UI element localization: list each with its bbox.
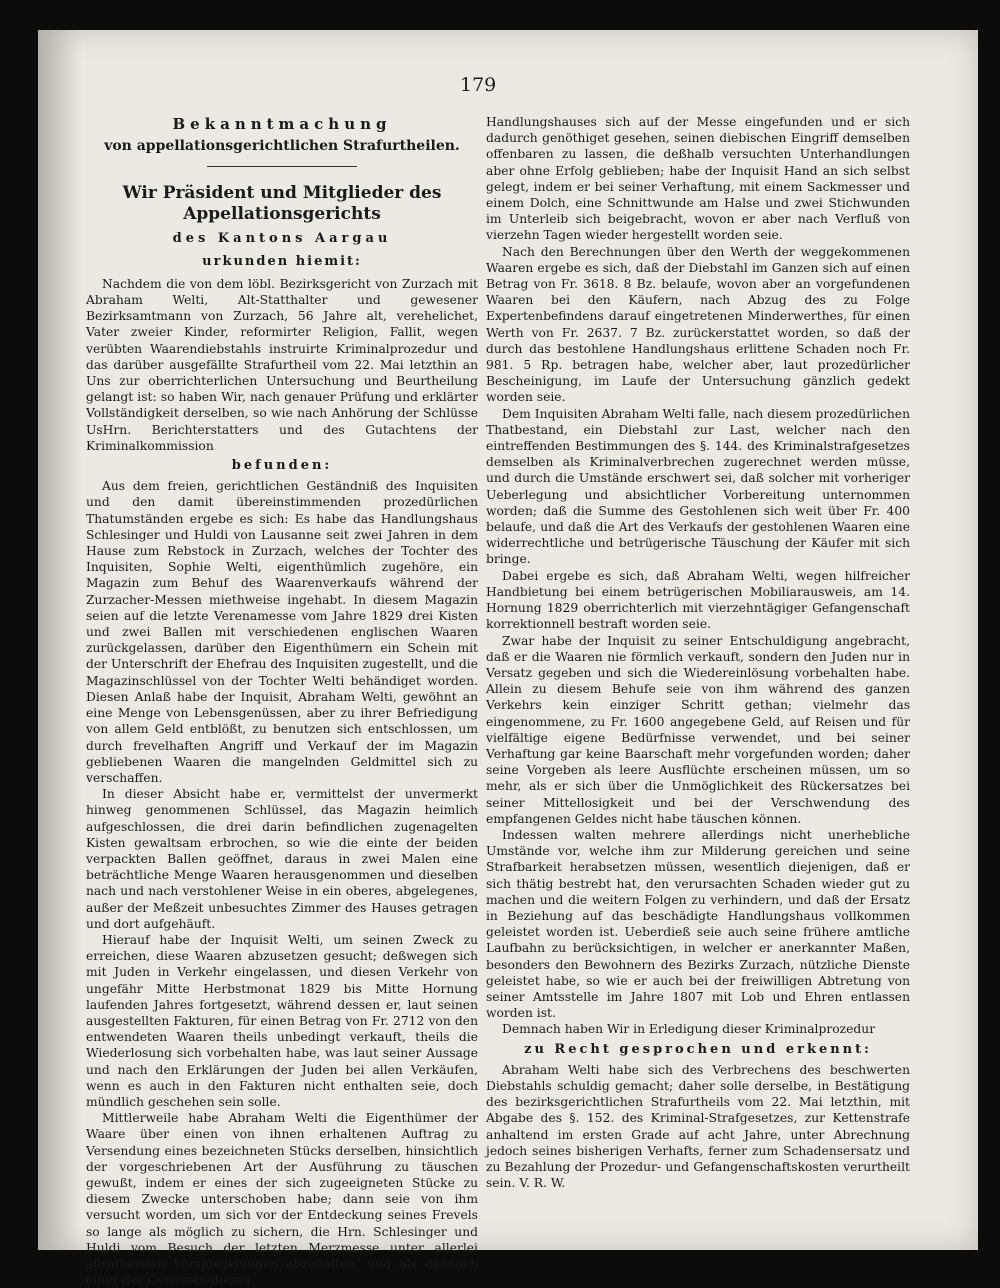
announcement-title: Bekanntmachung — [172, 115, 392, 133]
paragraph-deception: Mittlerweile habe Abraham Welti die Eigenthümer der Waare über einen von ihnen erhaltenen Auftrag zu Versendung eines bezeichneten Stücks derselben, hinsichtlich der vorgeschriebenen Art der Ausführung zu täuschen gewußt, indem er eines der sich zugeeigneten Stücke zu diesem Zwecke unterschoben habe; dann seie von ihm versucht worden, um sich vor der Entdeckung seines Frevels so lange als möglich zu sichern, die Hrn. Schlesinger und Huldi vom Besuch der letzten Merzmesse unter allerlei abrathenden Vorspiegelungen abzuhalten, und als dennoch einer der Genossen dieses — [86, 1111, 478, 1288]
paragraph-mitigation: Indessen walten mehrere allerdings nicht unerhebliche Umstände vor, welche ihm zur Milderung gereichen und seine Strafbarkeit herabsetzen müssen, wesentlich diejenigen, daß er sich thätig bestrebt hat, den verursachten Schaden wieder gut zu machen und die weitern Folgen zu verhindern, und daß der Ersatz in Beziehung auf das beschädigte Handlungshaus vollkommen geleistet worden ist. Ueberdieß seie auch seine frühere amtliche Laufbahn zu berücksichtigen, in welcher er anerkannter Maßen, besonders den Bewohnern des Bezirks Zurzach, nützliche Dienste geleistet habe, so wie er auch bei der freiwilligen Abtretung von seiner Amtsstelle im Jahre 1807 mit Lob und Ehren entlassen worden ist. — [486, 827, 910, 1021]
paragraph-continuation: Handlungshauses sich auf der Messe eingefunden und er sich dadurch genöthiget gesehen, seinen diebischen Eingriff demselben offenbaren zu lassen, die deßhalb versuchten Unterhandlungen aber ohne Erfolg geblieben; habe der Inquisit Hand an sich selbst gelegt, indem er bei seiner Verhaftung, mit einem Sackmesser und einem Dolch, eine Schnittwunde am Halse und zwei Stichwunden im Unterleib sich beigebracht, wovon er aber nach Verfluß von vierzehn Tagen wieder hergestellt worden seie. — [486, 115, 910, 243]
right-column — [486, 114, 910, 1191]
paragraph-intro: Nachdem die von dem löbl. Bezirksgericht von Zurzach mit Abraham Welti, Alt-Statthalter und gewesener Bezirksamtmann von Zurzach, 56 Jahre alt, verehelichet, Vater zweier Kinder, reformirter Religion, Fallit, wegen verübten Waarendiebstahls instruirte Kriminalprozedur und das darüber ausgefällte Strafurtheil vom 22. Mai letzthin an Uns zur oberrichterlichen Untersuchung und Beurtheilung gelangt ist: so haben Wir, nach genauer Prüfung und erklärter Vollständigkeit derselben, so wie nach Anhörung der Schlüsse UsHrn. Berichterstatters und des Gutachtens der Kriminalkommission — [86, 276, 478, 453]
paragraph-excuse: Zwar habe der Inquisit zu seiner Entschuldigung angebracht, daß er die Waaren nie förmlich verkauft, sondern den Juden nur in Versatz gegeben und sich die Wiedereinlösung vorbehalten habe. Allein zu diesem Behufe seie von ihm während des ganzen Verkehrs kein einziger Schritt gethan; vielmehr das eingenommene, zu Fr. 1600 angegebene Geld, auf Reisen und für vielfältige eigene Bedürfnisse verwendet, und bei seiner Verhaftung gar keine Baarschaft mehr vorgefunden worden; daher seine Vorgeben als leere Ausflüchte erscheinen müssen, um so mehr, als er sich über die Unmöglichkeit des Rückersatzes bei seiner Mittellosigkeit und bei der Verschwendung des empfangenen Geldes nicht habe täuschen können. — [486, 633, 910, 826]
decree-heading: Wir Präsident und Mitglieder des Appellationsgerichts — [122, 183, 442, 225]
paragraph-verdict: Abraham Welti habe sich des Verbrechens des beschwerten Diebstahls schuldig gemacht; daher solle derselbe, in Bestätigung des bezirksgerichtlichen Strafurtheils vom 22. Mai letzthin, mit Abgabe des §. 152. des Kriminal-Strafgesetzes, zur Kettenstrafe anhaltend im ersten Grade auf acht Jahre, unter Abrechnung jedoch seines bisherigen Verhafts, ferner zum Schadensersatz und zu Bezahlung der Prozedur- und Gefangenschaftskosten verurtheilt sein. V. R. W. — [486, 1062, 910, 1191]
page-fold-shadow — [38, 30, 82, 1250]
decree-formula: urkunden hiemit: — [202, 253, 362, 269]
announcement-header — [86, 116, 478, 270]
paragraph-sale: Hierauf habe der Inquisit Welti, um seinen Zweck zu erreichen, diese Waaren abzusetzen gesucht; deßwegen sich mit Juden in Verkehr eingelassen, und diesen Verkehr von ungefähr Mitte Herbstmonat 1829 bis Mitte Hornung laufenden Jahres fortgesetzt, während dessen er, laut seinen ausgestellten Fakturen, für einen Betrag von Fr. 2712 von den entwendeten Waaren theils unbedingt verkauft, theils die Wiederlosung sich vorbehalten habe, was laut seiner Aussage und nach den Erklärungen der Juden bei allen Verkäufen, wenn es auch in den Fakturen nicht enthalten seie, doch mündlich geschehen sein solle. — [86, 932, 478, 1109]
page-number: 179 — [460, 74, 497, 96]
paragraph-prior: Dabei ergebe es sich, daß Abraham Welti, wegen hilfreicher Handbietung bei einem betrügerischen Mobiliarausweis, am 14. Hornung 1829 oberrichterlich mit vierzehntägiger Gefangenschaft korrektionnell bestraft worden seie. — [486, 568, 910, 632]
left-column — [86, 110, 478, 1288]
paragraph-intent: In dieser Absicht habe er, vermittelst der unvermerkt hinweg genommenen Schlüssel, das Magazin heimlich aufgeschlossen, die drei darin befindlichen zugenagelten Kisten gewaltsam erbrochen, so wie die einte der beiden verpackten Ballen geöffnet, daraus in zwei Malen eine beträchtliche Menge Waaren herausgenommen und dieselben nach und nach verstohlener Weise in ein oberes, abgelegenes, außer der Meßzeit unbesuchtes Zimmer des Hauses getragen und dort aufgehäuft. — [86, 787, 478, 931]
decree-canton: des Kantons Aargau — [172, 231, 392, 247]
announcement-subtitle: von appellationsgerichtlichen Strafurtheilen. — [104, 138, 460, 155]
section-befunden: befunden: — [231, 458, 333, 474]
paragraph-calculation: Nach den Berechnungen über den Werth der weggekommenen Waaren ergebe es sich, daß der Diebstahl im Ganzen sich auf einen Betrag von Fr. 3618. 8 Bz. belaufe, wovon aber an vorgefundenen Waaren bei den Käufern, nach Abzug des zu Folge Expertenbefindens darauf eingetretenen Minderwerthes, für einen Werth von Fr. 2637. 7 Bz. zurückerstattet worden, so daß der durch das bestohlene Handlungshaus erlittene Schaden noch Fr. 981. 5 Rp. betragen habe, welcher aber, laut prozedürlicher Bescheinigung, im Laufe der Untersuchung gänzlich gedekt worden seie. — [486, 244, 910, 405]
paragraph-charge: Dem Inquisiten Abraham Welti falle, nach diesem prozedürlichen Thatbestand, ein Diebstahl zur Last, welcher nach den eintreffenden Bestimmungen des §. 144. des Kriminalstrafgesetzes demselben als Kriminalverbrechen zugerechnet werden müsse, und durch die Umstände erschwert sei, daß solcher mit vorheriger Ueberlegung und absichtlicher Vorbereitung unternommen worden; daß die Summe des Gestohlenen sich weit über Fr. 400 belaufe, und daß die Art des Verkaufs der gestohlenen Waaren eine widerrechtliche und betrügerische Täuschung der Käufer mit sich bringe. — [486, 406, 910, 567]
divider-rule — [207, 166, 357, 167]
paragraph-facts: Aus dem freien, gerichtlichen Geständniß des Inquisiten und den damit übereinstimmenden prozedürlichen Thatumständen ergebe es sich: Es habe das Handlungshaus Schlesinger und Huldi von Lausanne seit zwei Jahren in dem Hause zum Rebstock in Zurzach, welches der Tochter des Inquisiten, Sophie Welti, eigenthümlich zugehöre, ein Magazin zum Behuf des Waarenverkaufs während der Zurzacher-Messen miethweise ingehabt. In diesem Magazin seien auf die letzte Verenamesse vom Jahre 1829 drei Kisten und zwei Ballen mit verschiedenen englischen Waaren zurückgelassen, darüber den Eigenthümern ein Schein mit der Unterschrift der Ehefrau des Inquisiten zugestellt, und die Magazinschlüssel von der Tochter Welti behändiget worden. Diesen Anlaß habe der Inquisit, Abraham Welti, gewöhnt an eine Menge von Lebensgenüssen, aber zu ihrer Befriedigung von allem Geld entblößt, zu benutzen sich entschlossen, um durch frevelhaften Angriff und Verkauf der im Magazin gebliebenen Waaren die mangelnden Geldmittel sich zu verschaffen. — [86, 479, 478, 785]
paragraph-resolution: Demnach haben Wir in Erledigung dieser Kriminalprozedur — [502, 1022, 876, 1037]
section-verdict-head: zu Recht gesprochen und erkennt: — [524, 1041, 872, 1057]
document-page — [38, 30, 978, 1288]
